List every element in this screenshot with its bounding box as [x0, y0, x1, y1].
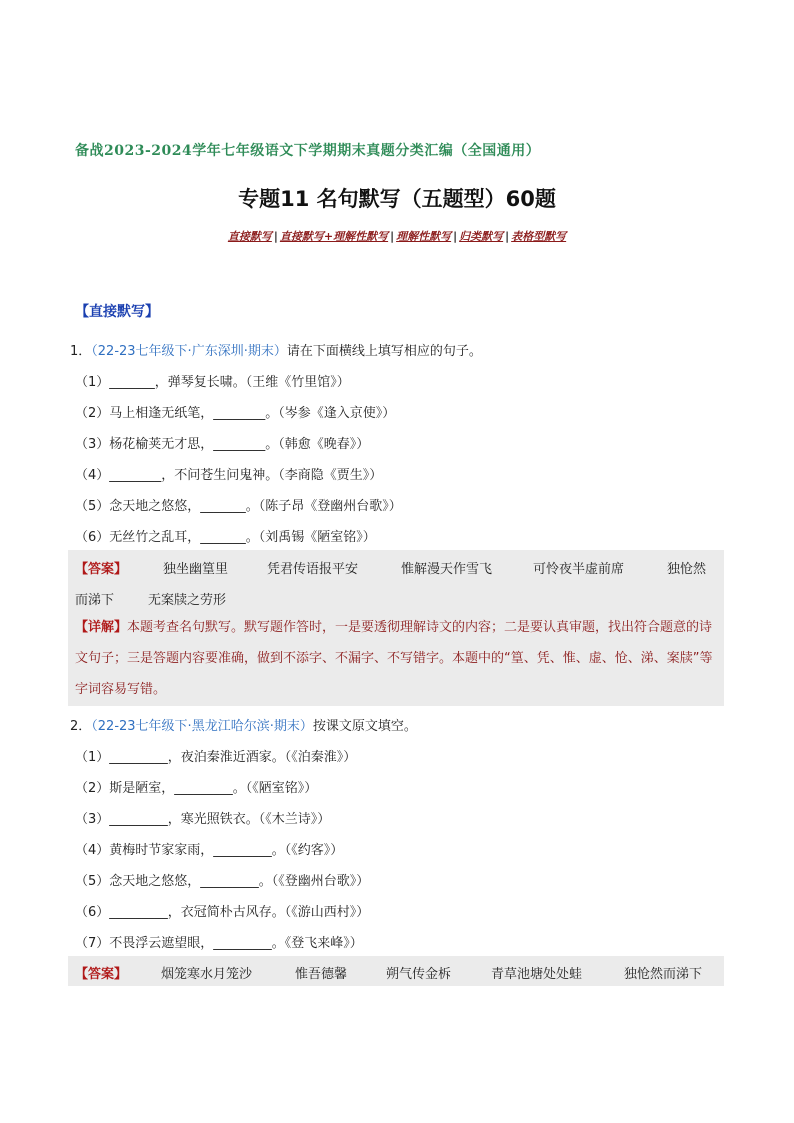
answer-item: 朔气传金柝: [386, 967, 452, 982]
answer-label: 【答案】: [75, 967, 128, 982]
type-separator: |: [273, 230, 278, 243]
question-1-stem: [70, 340, 482, 359]
q2-item-6: （6）_________，衣冠简朴古风存。（《游山西村》）: [75, 905, 370, 920]
q1-item-4: （4）________，不问苍生问鬼神。（李商隐《贾生》）: [75, 468, 383, 483]
q1-item-5: （5）念天地之悠悠，_______。（陈子昂《登幽州台歌》）: [75, 499, 402, 514]
question-2-stem: [70, 715, 417, 734]
type-categorized: 归类默写: [459, 230, 504, 243]
answer-item: 独怆然: [667, 562, 707, 577]
question-types-line: [0, 228, 794, 244]
type-separator: |: [453, 230, 458, 243]
detail-label: 【详解】: [75, 620, 128, 635]
section-heading: 【直接默写】: [75, 304, 159, 320]
type-separator: |: [390, 230, 395, 243]
q1-detail: [75, 612, 720, 705]
type-table: 表格型默写: [511, 230, 567, 243]
answer-item: 惟吾德馨: [295, 967, 348, 982]
q2-item-2: （2）斯是陋室，_________。（《陋室铭》）: [75, 781, 318, 796]
answer-item: 可怜夜半虚前席: [533, 562, 625, 577]
q2-item-5: （5）念天地之悠悠，_________。（《登幽州台歌》）: [75, 874, 370, 889]
q1-item-1: （1）_______，弹琴复长啸。（王维《竹里馆》）: [75, 375, 350, 390]
answer-item: 独坐幽篁里: [163, 562, 229, 577]
q1-answer-row-1: [75, 558, 720, 577]
question-number: 2．: [70, 719, 92, 734]
q2-item-1: （1）_________，夜泊秦淮近酒家。（《泊秦淮》）: [75, 750, 357, 765]
q2-item-3: （3）_________，寒光照铁衣。（《木兰诗》）: [75, 812, 331, 827]
type-separator: |: [505, 230, 510, 243]
question-source: （22-23七年级下·广东深圳·期末）: [91, 344, 287, 359]
question-source: （22-23七年级下·黑龙江哈尔滨·期末）: [91, 719, 313, 734]
type-direct: 直接默写: [227, 230, 272, 243]
answer-item: 无案牍之劳形: [148, 593, 227, 608]
q2-item-7: （7）不畏浮云遮望眼，_________。《登飞来峰》）: [75, 936, 363, 951]
q1-item-6: （6）无丝竹之乱耳，_______。（刘禹锡《陋室铭》）: [75, 530, 376, 545]
answer-item: 烟笼寒水月笼沙: [161, 967, 253, 982]
answer-item: 惟解漫天作雪飞: [401, 562, 493, 577]
q2-answer-row: [75, 963, 720, 982]
type-understanding: 理解性默写: [396, 230, 452, 243]
question-number: 1．: [70, 344, 92, 359]
series-title: 备战2023-2024学年七年级语文下学期期末真题分类汇编（全国通用）: [75, 143, 541, 159]
question-prompt: 请在下面横线上填写相应的句子。: [286, 344, 482, 359]
detail-text: 本题考查名句默写。默写题作答时，一是要透彻理解诗文的内容；二是要认真审题，找出符合题意的诗文句子；三是答题内容要准确，做到不添字、不漏字、不写错字。本题中的“篁、凭、惟、虚、怆、涕、案牍”等字词容易写错。: [75, 620, 713, 697]
page-title: 专题11 名句默写（五题型）60题: [238, 187, 556, 211]
q1-item-2: （2）马上相逢无纸笔，________。（岑参《逢入京使》）: [75, 406, 396, 421]
answer-item: 而涕下: [75, 593, 115, 608]
question-prompt: 按课文原文填空。: [312, 719, 417, 734]
answer-label: 【答案】: [75, 562, 128, 577]
answer-item: 青草池塘处处蛙: [491, 967, 583, 982]
type-direct-plus-understanding: 直接默写+理解性默写: [279, 230, 389, 243]
answer-item: 独怆然而涕下: [624, 967, 703, 982]
answer-item: 凭君传语报平安: [267, 562, 359, 577]
q1-item-3: （3）杨花榆荚无才思，________。（韩愈《晚春》）: [75, 437, 370, 452]
q2-item-4: （4）黄梅时节家家雨，_________。（《约客》）: [75, 843, 344, 858]
